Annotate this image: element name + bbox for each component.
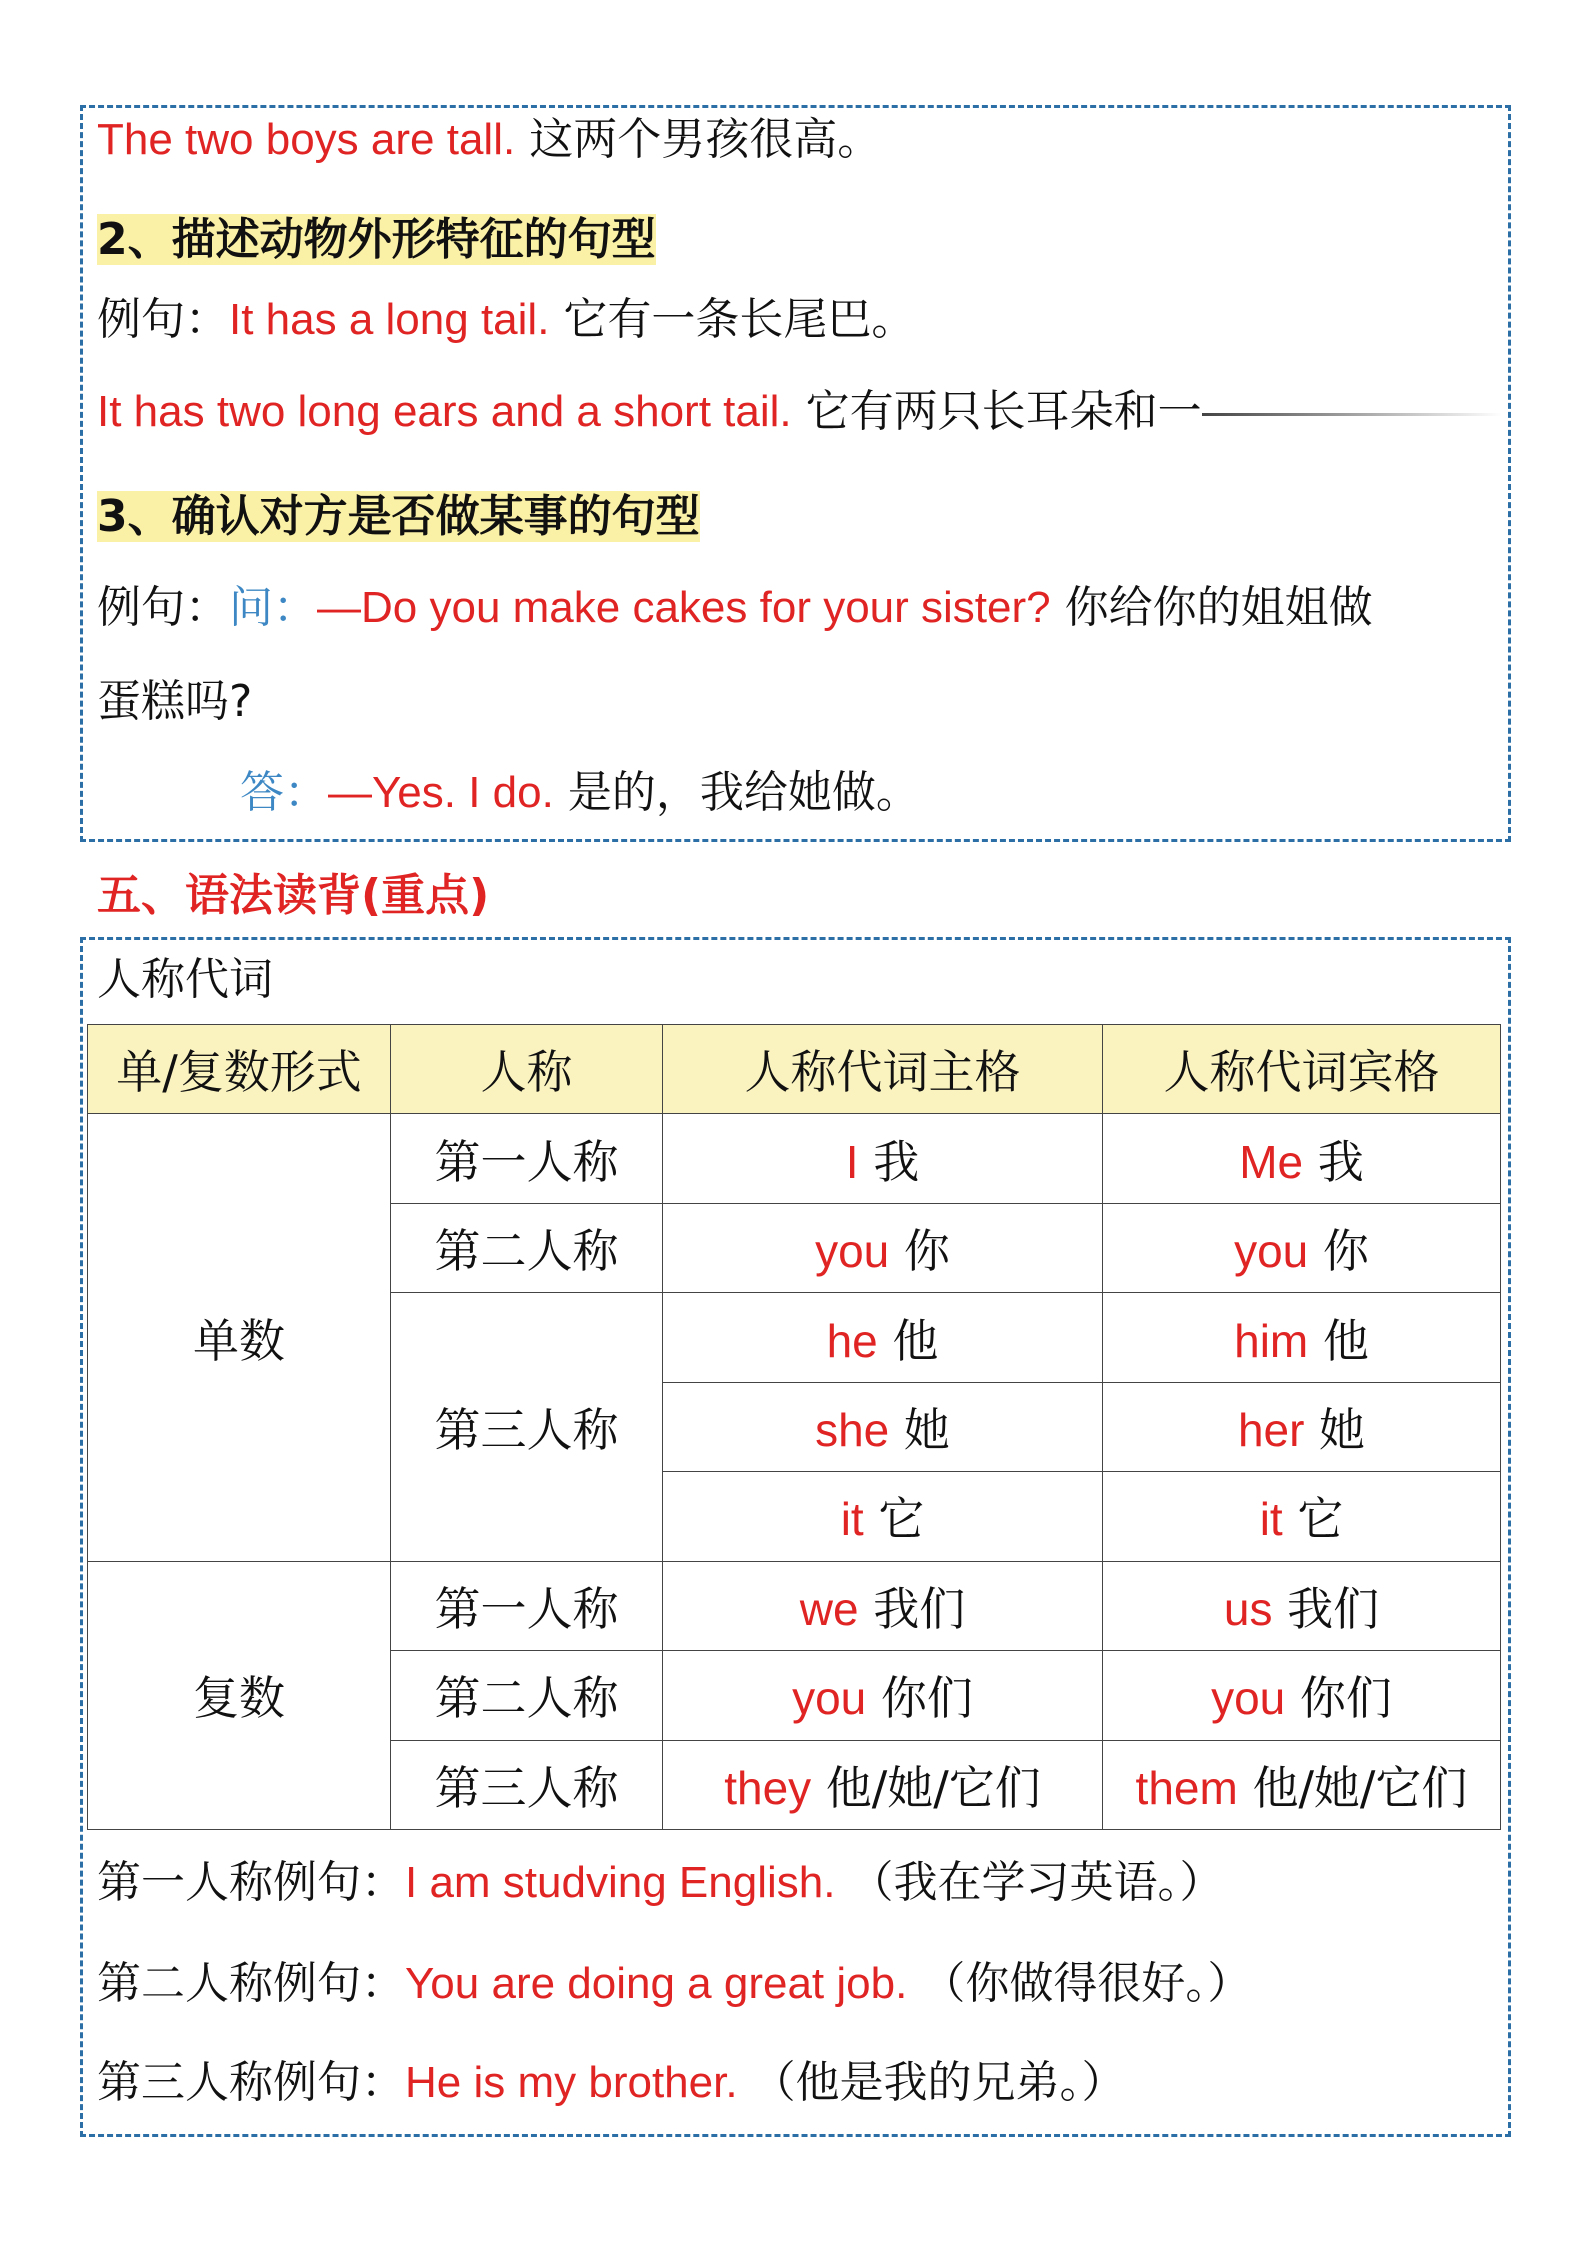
pronoun-zh: 我们 [873,1581,966,1636]
singular-cell: 单数 [88,1114,391,1561]
pronoun-en: her [1237,1403,1305,1456]
object-cell [1103,1382,1501,1471]
english-sentence: He is my brother. [405,2058,738,2107]
section-title: 五、语法读背(重点) [97,870,490,921]
pronoun-zh: 她 [1319,1402,1366,1457]
subject-cell [663,1203,1103,1292]
answer-line [240,763,920,823]
object-cell [1103,1203,1501,1292]
pronoun-en: us [1223,1582,1273,1635]
header-number: 单/复数形式 [88,1025,391,1114]
person-cell: 第二人称 [391,1203,663,1292]
pronoun-en: you [1234,1225,1309,1278]
example-label: 第三人称例句： [97,2057,405,2108]
chinese-translation: 这两个男孩很高。 [529,114,882,165]
chinese-translation: 是的，我给她做。 [567,767,920,818]
question-label: 问： [229,582,317,633]
pronoun-en: I [845,1135,859,1188]
subject-cell [663,1472,1103,1561]
pronoun-en: Me [1239,1135,1304,1188]
chinese-translation: 你给你的姐姐做 [1064,582,1373,633]
example-label: 例句： [97,294,229,345]
example-label: 第二人称例句： [97,1958,405,2009]
english-sentence: You are doing a great job. [405,1959,908,2008]
chinese-translation: （你做得很好。） [921,1958,1252,2009]
header-person: 人称 [391,1025,663,1114]
object-cell [1103,1114,1501,1203]
person-cell: 第三人称 [391,1740,663,1830]
pronoun-en: she [815,1403,890,1456]
person-cell: 第三人称 [391,1293,663,1561]
subtitle-personal-pronouns: 人称代词 [97,954,273,1005]
pronoun-en: it [1259,1493,1283,1546]
highlighted-heading: 3、确认对方是否做某事的句型 [97,491,700,542]
person-cell: 第一人称 [391,1561,663,1650]
example-line-tall [97,110,881,170]
object-cell [1103,1472,1501,1561]
chinese-translation: （我在学习英语。） [849,1857,1224,1908]
person-cell: 第一人称 [391,1114,663,1203]
english-sentence: —Yes. I do. [328,768,554,817]
chinese-translation: （他是我的兄弟。） [751,2057,1126,2108]
pronoun-en: they [724,1761,812,1814]
english-sentence: I am studving English. [405,1858,836,1907]
pronoun-zh: 她 [903,1402,950,1457]
example-line-cakes-cont [97,672,252,732]
english-sentence: It has two long ears and a short tail. [97,387,792,436]
heading-confirm-action [97,487,700,547]
table-row [88,1561,1501,1650]
pronoun-en: we [799,1582,859,1635]
chinese-translation: 它有两只长耳朵和一 [805,386,1202,437]
pronoun-zh: 我 [873,1134,920,1189]
pronoun-en: you [815,1225,890,1278]
english-sentence: It has a long tail. [229,295,550,344]
plural-cell: 复数 [88,1561,391,1829]
highlighted-heading: 2、描述动物外形特征的句型 [97,214,656,265]
pronoun-table [87,1024,1501,1830]
pronoun-en: you [1211,1672,1286,1725]
example-line-cakes [97,578,1373,638]
person-cell: 第二人称 [391,1651,663,1740]
table-row [88,1114,1501,1203]
pronoun-en: him [1234,1314,1309,1367]
answer-label: 答： [240,767,328,818]
header-object: 人称代词宾格 [1103,1025,1501,1114]
pronoun-zh: 他 [892,1313,939,1368]
fade-line [1202,413,1502,416]
example-label: 第一人称例句： [97,1857,405,1908]
english-sentence: The two boys are tall. [97,115,516,164]
pronoun-zh: 他 [1322,1313,1369,1368]
heading-animal-features [97,210,656,270]
subject-cell [663,1561,1103,1650]
english-sentence: —Do you make cakes for your sister? [317,583,1051,632]
pronoun-zh: 我们 [1287,1581,1380,1636]
object-cell [1103,1651,1501,1740]
chinese-translation: 它有一条长尾巴。 [563,294,916,345]
pronoun-zh: 它 [1297,1492,1344,1547]
pronoun-zh: 他/她/它们 [1252,1760,1468,1815]
subject-cell [663,1114,1103,1203]
pronoun-zh: 你 [1322,1224,1369,1279]
pronoun-zh: 我 [1317,1134,1364,1189]
pronoun-en: you [792,1672,867,1725]
pronoun-zh: 你们 [1299,1671,1392,1726]
pronoun-zh: 你们 [880,1671,973,1726]
object-cell [1103,1740,1501,1830]
subject-cell [663,1293,1103,1382]
object-cell [1103,1293,1501,1382]
table-header-row [88,1025,1501,1114]
header-subject: 人称代词主格 [663,1025,1103,1114]
example-line-long-ears [97,382,1502,442]
example-second-person [97,1954,1251,2014]
object-cell [1103,1561,1501,1650]
pronoun-zh: 你 [903,1224,950,1279]
chinese-translation: 蛋糕吗? [97,676,253,727]
subject-cell [663,1740,1103,1830]
subject-cell [663,1382,1103,1471]
example-label: 例句： [97,582,229,633]
pronoun-zh: 它 [878,1492,925,1547]
example-first-person [97,1853,1223,1913]
example-third-person [97,2053,1126,2113]
example-line-long-tail [97,290,915,350]
pronoun-zh: 他/她/它们 [825,1760,1041,1815]
pronoun-en: he [826,1314,878,1367]
pronoun-en: it [840,1493,864,1546]
pronoun-en: them [1135,1761,1238,1814]
subject-cell [663,1651,1103,1740]
